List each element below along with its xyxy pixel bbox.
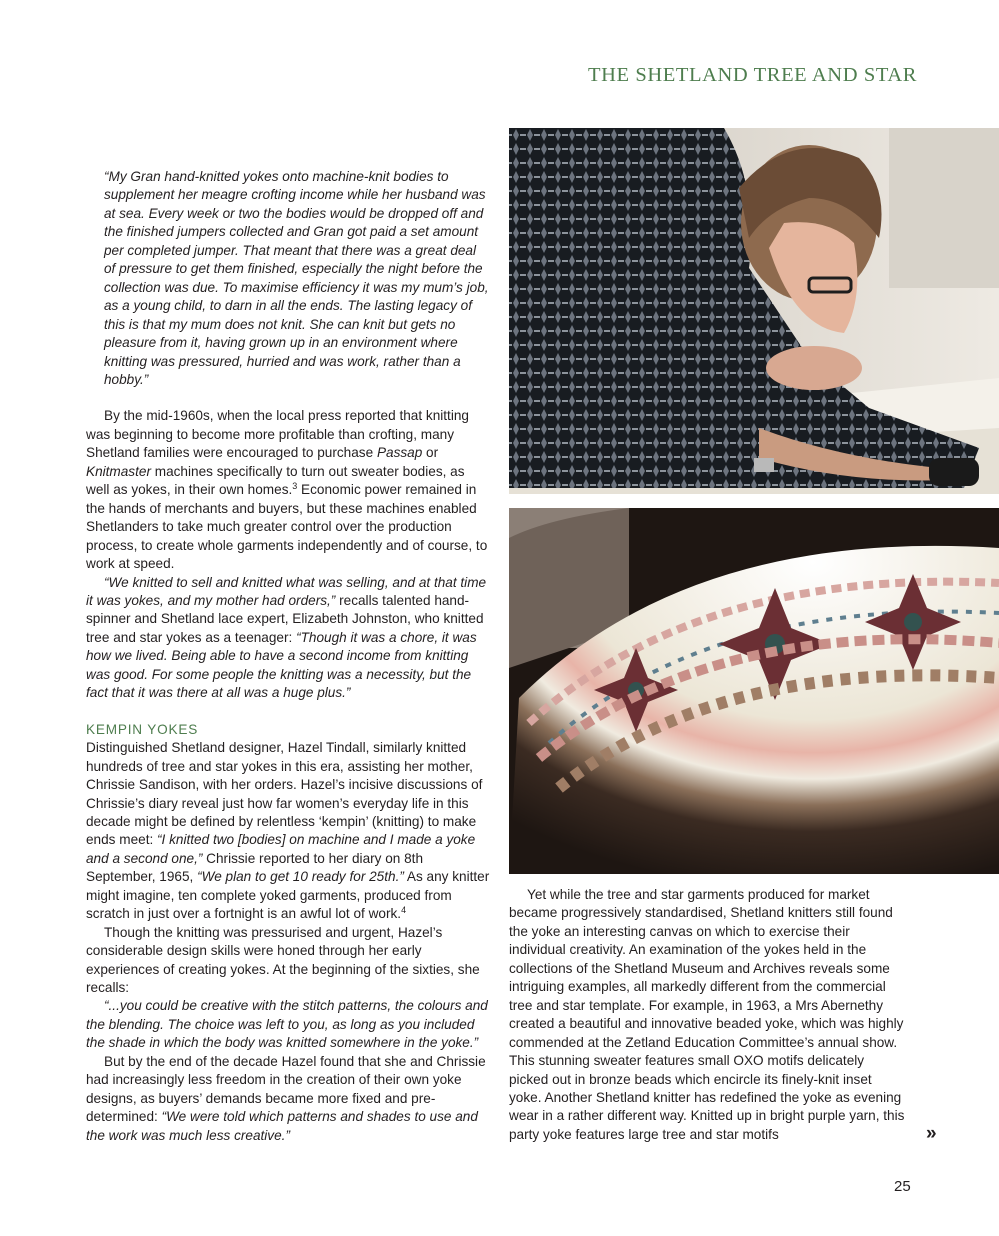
paragraph-johnston: “We knitted to sell and knitted what was selling, and at that time it was yokes, and my mother had orders,” recalls talented hand-spinner and Shetland lace expert, Elizabeth Johnston, who knitted tree and star yokes as a teenager: “Though it was a chore, it was how we lived. Being able to have a second income from knitting was good. For some people the knitting was a necessity, but the fact that it was there at all was a huge plus.” [86,574,487,701]
footnote-ref-3: 3 [292,481,298,492]
paragraph-tindall: Distinguished Shetland designer, Hazel Tindall, similarly knitted hundreds of tree and star yokes in this era, assisting her mother, Chrissie Sandison, with her orders. Hazel’s incisive discussions of Chrissie’s diary reveal just how far women’s everyday life in this decade might be defined by relentless ‘kempin’ (knitting) to make ends meet: “I knitted two [bodies] on machine and I made a yoke and a second one,” Chrissie reported to her diary on 8th September, 1965, “We plan to get 10 ready for 25th.” As any knitter might imagine, ten complete yoked garments, produced from scratch in just over a fortnight is an awful lot of work.$^4$ [86,740,490,922]
quote-creative: “...you could be creative with the stitch patterns, the colours and the blending. The choice was left to you, as long as you included the shade in which the body was knitted somewhere in the yoke.” [86,998,488,1051]
footnote-ref-4: 4 [401,905,407,916]
paragraph-mid-1960s: By the mid-1960s, when the local press reported that knitting was beginning to become more profitable than crofting, many Shetland families were encouraged to purchase Passap or Knitmaster machines specifically to turn out sweater bodies, as well as yokes, in their own homes.$^3$ Economic power remained in the hands of merchants and buyers, but these machines enabled Shetlanders to take much greater control over the production process, to create whole garments independently and of course, to work at speed. [86,408,488,572]
right-column [509,886,905,1144]
knitmaster-title: Knitmaster [86,463,151,479]
continue-arrow-icon: » [926,1123,937,1144]
photo-woman-knitwear [509,128,999,494]
paragraph-end-of-decade: But by the end of the decade Hazel found that she and Chrissie had increasingly less freedom in the creation of their own yoke designs, as buyers’ demands became more fixed and pre-determined: “We were told which patterns and shades to use and the work was much less creative.” [86,1053,486,1143]
page-number: 25 [894,1178,911,1195]
running-title: THE SHETLAND TREE AND STAR [587,64,917,86]
passap-title: Passap [376,445,423,461]
paragraph-design-skills: Though the knitting was pressurised and urgent, Hazel’s considerable design skills were honed through her early experiences of creating yokes. At the beginning of the sixties, she recalls: [86,924,480,996]
opening-quote: “My Gran hand-knitted yokes onto machine-knit bodies to supplement her meagre crofting income while her husband was at sea. Every week or two the bodies would be dropped off and the finished jumpers collected and Gran got paid a set amount per completed jumper. That meant that there was a great deal of pressure to get them finished, especially the night before the collection was due. To maximise efficiency it was my mum’s job, as a young child, to darn in all the ends. The lasting legacy of this is that my mum does not knit. She can knit but gets no pleasure from it, having grown up in an environment where knitting was pressured, hurried and was work, rather than a hobby.” [104,169,489,387]
section-subhead: KEMPIN YOKES [86,721,199,737]
paragraph-individual-creativity: Yet while the tree and star garments produced for market became progressively standardised, Shetland knitters still found the yoke an interesting canvas on which to exercise their individual creativity. An examination of the yokes held in the collections of the Shetland Museum and Archives reveals some intriguing examples, all markedly different from the commercial tree and star template. For example, in 1963, a Mrs Abernethy created a beautiful and innovative beaded yoke, which was highly commended at the Zetland Education Committee’s annual show. This stunning sweater features small OXO motifs delicately picked out in bronze beads which encircle its finely-knit inset yoke. Another Shetland knitter has redefined the yoke as evening wear in a rather different way. Knitted up in bright purple yarn, this party yoke features large tree and star motifs [509,887,905,1142]
photo-tree-and-star-yoke [509,508,999,874]
left-column [86,168,490,1145]
